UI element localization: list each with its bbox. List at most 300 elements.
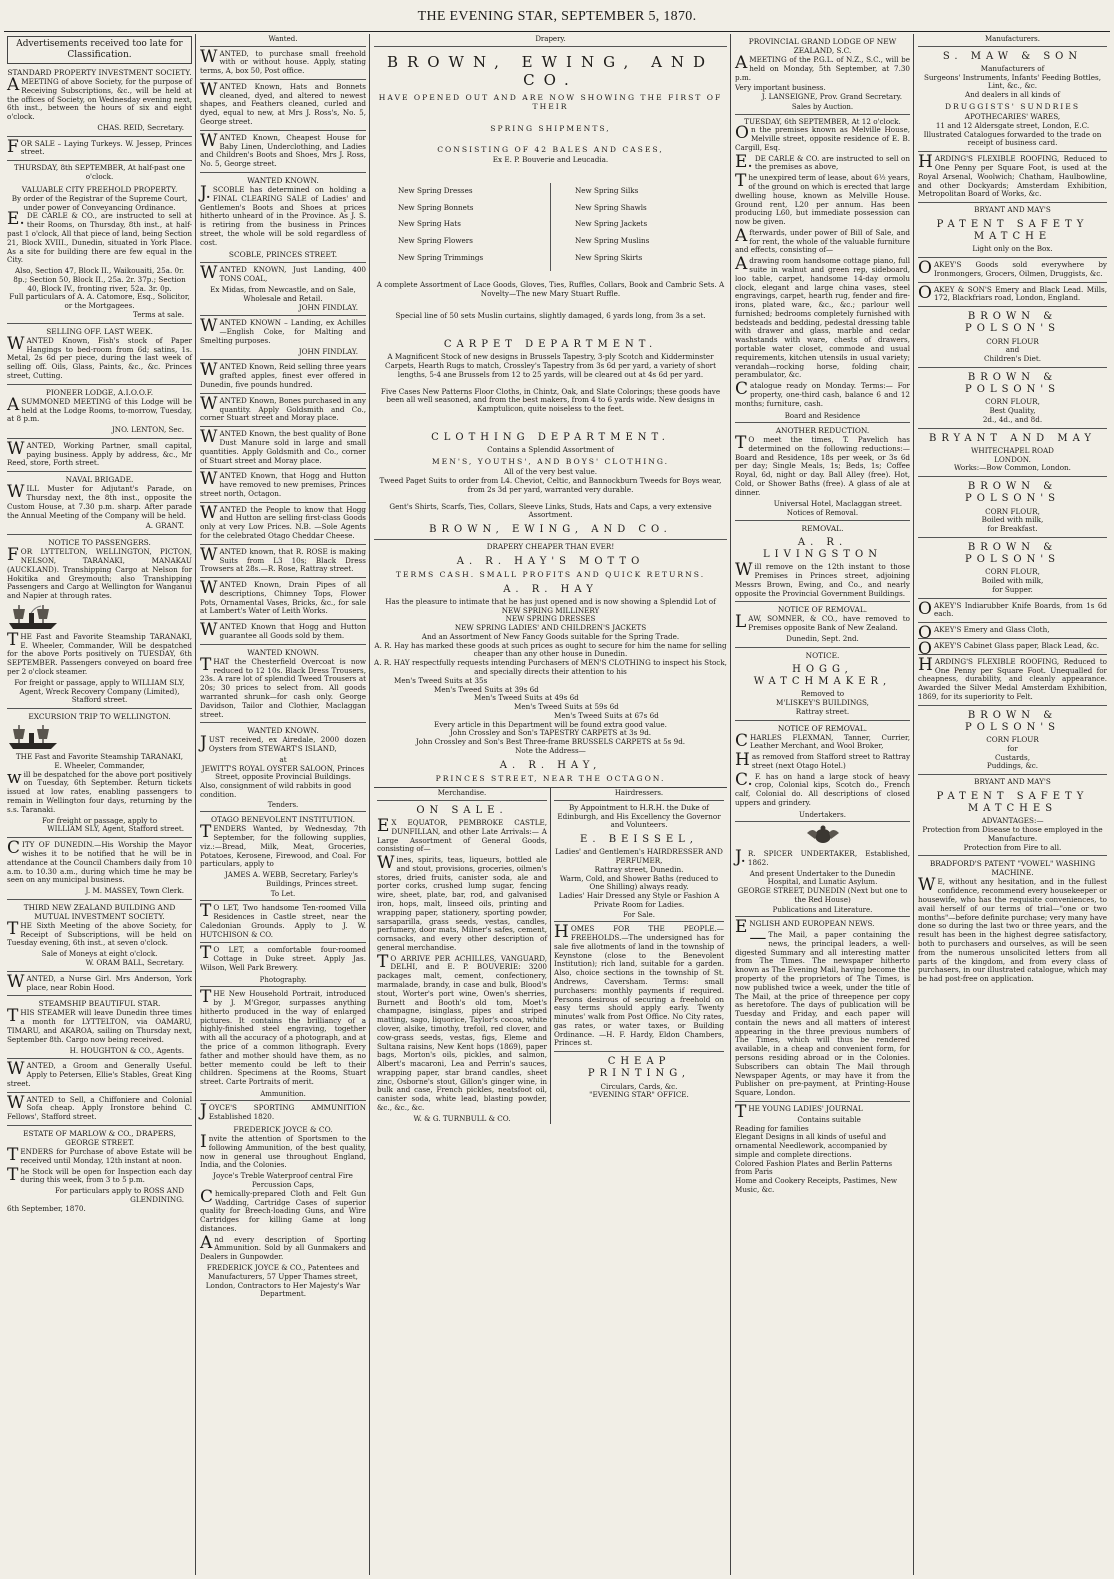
ad-body: WANTED, a Nurse Girl. Mrs Anderson, York place, near Robin Hood.	[7, 971, 192, 992]
divider	[200, 544, 366, 545]
ad-heading: THIRD NEW ZEALAND BUILDING AND MUTUAL INVESTMENT SOCIETY.	[23, 902, 176, 921]
ad-text: NEW SPRING MILLINERY	[501, 605, 600, 615]
column-2	[197, 34, 370, 1575]
carpet-department-heading: CARPET DEPARTMENT.	[443, 339, 658, 351]
ad-heading: ENGLISH AND EUROPEAN NEWS.	[735, 917, 875, 938]
divider	[918, 598, 1107, 599]
ad-text: "EVENING STAR" OFFICE.	[589, 1090, 689, 1100]
list-item: New Spring Trimmings	[398, 253, 484, 263]
divider	[7, 1125, 192, 1126]
ad-text: All of the very best value.	[503, 467, 598, 477]
ad-heading: WANTED KNOWN.	[247, 175, 319, 185]
ad-signature: J. M. MASSEY, Town Clerk.	[85, 886, 184, 896]
ad-signature: H. HOUGHTON & CO., Agents.	[69, 1045, 184, 1055]
ad-heading: THURSDAY, 8th SEPTEMBER, At half-past one o'clock.	[13, 163, 186, 181]
ad-body: OAKEY'S Cabinet Glass paper, Black Lead, &c.	[918, 638, 1100, 659]
ad-heading: STEAMSHIP BEAUTIFUL STAR.	[38, 999, 161, 1009]
ad-body: THIS STEAMER will leave Dunedin three times a month for LYTTELTON, via OAMARU, TIMARU, and AKAROA, sailing on Thursday next, September 8th. Cargo now being received.	[7, 1006, 192, 1044]
ad-body: HOMES FOR THE PEOPLE.—FREEHOLDS.—The undersigned has for sale five allotments of land in the township of Keynstone (close to the Benevolent Institution); rich land, suitable for a garden. Also, choice sections in the township of St. Andrews, Caversham. Terms: small purchasers: monthly payments if required. Persons desirous of securing a freehold on easy terms should apply early. Twenty minutes' walk from Post Office. No City rates, gas rates, or water taxes, or Building Ordinance. —H. F. Hardy, Eldon Chambers, Princes st.	[554, 922, 724, 1048]
spring-goods-list	[374, 183, 727, 271]
ad-signature: WILLIAM SLY, Agent, Stafford street.	[47, 824, 184, 834]
ad-text: CORN FLOUR,	[985, 506, 1040, 516]
divider	[200, 172, 366, 173]
ad-body: WANTED Known that Hogg and Hutton guarantee all Goods sold by them.	[200, 620, 366, 641]
list-item: New Spring Muslins	[575, 236, 650, 246]
clothing-department-heading: CLOTHING DEPARTMENT.	[431, 432, 670, 444]
ad-text: And dealers in all kinds of	[964, 90, 1061, 100]
page-columns	[4, 34, 1110, 1575]
steamship-illustration	[7, 603, 192, 631]
ad-text: Warm, Cold, and Shower Baths (reduced to One Shilling) always ready.	[559, 873, 719, 892]
section-heading-merchandise: Merchandise.	[377, 788, 547, 801]
ad-body: TENDERS for Purchase of above Estate will be received until Monday, 12th instant at noon.	[7, 1145, 192, 1166]
ad-body: WANTED Known, Reid selling three years grafted apples, finest ever offered in Dunedin, five pounds hundred.	[200, 360, 366, 390]
ad-text: JEWITT'S ROYAL OYSTER SALOON, Princes Street, opposite Provincial Buildings.	[201, 763, 365, 782]
ad-body: HARDING'S FLEXIBLE ROOFING, Reduced to One Penny per Square Foot. Unequalled for cheapness, durability, and cleanly appearance. Awarded the Silver Medal Amsterdam Exhibition, 1869, for its superiority to Felt.	[918, 654, 1107, 701]
ad-body: WANTED the People to know that Hogg and Hutton are selling first-class Goods only at very Low Prices. N.B. —Sole Agents for the celebrated Otago Cheddar Cheese.	[200, 502, 366, 540]
divider	[554, 1051, 724, 1052]
list-item: New Spring Silks	[575, 185, 639, 195]
ad-text: SPRING SHIPMENTS,	[490, 123, 611, 133]
ad-text: Invite the attention of Sportsmen to the following Ammunition, of the best quality, now in general use throughout England, India, and the Colonies.	[200, 1132, 366, 1170]
ad-heading: HOGG, WATCHMAKER,	[753, 663, 892, 687]
ad-text: Removed to	[800, 689, 845, 699]
ad-heading: THE YOUNG LADIES' JOURNAL	[735, 1101, 863, 1122]
column-4	[732, 34, 914, 1575]
divider	[7, 708, 192, 709]
divider	[918, 367, 1107, 368]
ad-text: Tweed Paget Suits to order from L4. Cheviot, Celtic, and Bannockburn Tweeds for Boys wear, from 2s 3d per yard, warranted very durable.	[379, 476, 722, 494]
divider	[918, 257, 1107, 258]
ad-heading: VALUABLE CITY FREEHOLD PROPERTY.	[21, 184, 178, 194]
ad-heading: PIONEER LODGE, A.I.O.O.F.	[45, 387, 154, 397]
divider	[735, 1101, 910, 1102]
list-item: Men's Tweed Suits at 35s	[394, 675, 488, 685]
ad-heading: BROWN & POLSON'S	[965, 481, 1060, 505]
ad-body: WANTED Known, Hats and Bonnets cleaned, dyed, and altered to newest shapes, and Feathers cleaned, curled and dyed, equal to new, at Mrs J. Ross's, No. 5, George street.	[200, 79, 366, 126]
ad-text: Illustrated Catalogues forwarded to the trade on receipt of business card.	[923, 129, 1102, 148]
ad-text: Joyce's Treble Waterproof central Fire Percussion Caps,	[213, 1171, 353, 1189]
ad-body: WANTED, a Groom and Generally Useful. Apply to Petersen, Ellie's Stables, Great King street.	[7, 1059, 192, 1088]
ad-heading: BRYANT AND MAY'S	[974, 205, 1051, 215]
column-5	[915, 34, 1110, 1575]
ad-body: JOYCE'S SPORTING AMMUNITION Established 1820.	[200, 1101, 366, 1122]
ad-signature: For particulars apply to ROSS AND GLENDINING.	[55, 1186, 184, 1204]
ad-text: And present Undertaker to the Dunedin Hospital, and Lunatic Asylum.	[749, 868, 896, 887]
list-item: Elegant Designs in all kinds of useful and ornamental Needlework, accompanied by simple and complete directions.	[735, 1132, 888, 1159]
ad-body: will be despatched for the above port positively on Tuesday, 6th September. Return tickets issued at low rates, enabling passengers to remain in Wellington four days, returning by the s.s. Taranaki.	[7, 767, 192, 814]
ad-heading: S. MAW & SON	[942, 50, 1083, 62]
ad-heading: REMOVAL.	[801, 523, 844, 533]
ad-text: Ex E. P. Bouverie and Leucadia.	[492, 155, 609, 165]
ad-text: Very important business.	[735, 83, 826, 93]
ad-body: THE Fast and Favorite Steamship TARANAKI, E. Wheeler, Commander, Will be despatched for the above Ports positively on TUESDAY, 6th SEPTEMBER. Passengers conveyed on board free per 2 o'clock steamer.	[7, 629, 192, 676]
ad-text: John Crossley and Son's Best Three-frame BRUSSELS CARPETS at 5s 9d.	[415, 737, 686, 747]
ad-text: On the premises known as Melville House, Melville street, opposite residence of E. B. Cargill, Esq.	[735, 123, 910, 152]
ad-text: for Supper.	[992, 584, 1033, 594]
ad-text: APOTHECARIES' WARES,	[964, 112, 1061, 122]
ad-text: Boiled with milk,	[981, 515, 1044, 525]
ad-text: for	[1007, 743, 1018, 753]
divider	[200, 426, 366, 427]
divider	[200, 79, 366, 80]
divider	[918, 476, 1107, 477]
list-item: Colored Fashion Plates and Berlin Patterns from Paris	[735, 1158, 893, 1177]
ad-body: EX EQUATOR, PEMBROKE CASTLE, DUNFILLAN, and other Late Arrivals:— A Large Assortment of General Goods, consisting of—	[377, 815, 547, 854]
divider	[7, 899, 192, 900]
ad-heading: WANTED KNOWN.	[247, 647, 319, 657]
divider	[918, 202, 1107, 203]
ad-body: AMEETING of above Society, for the purpose of Receiving Subscriptions, &c., will be held at the offices of Society, on Wednesday evening next, 6th inst., between the hours of six and eight o'clock.	[7, 74, 192, 122]
ad-text: Every article in this Department will be found extra good value.	[434, 719, 667, 729]
ad-body: JUST received, ex Airedale, 2000 dozen Oysters from STEWART'S ISLAND,	[200, 733, 366, 754]
divider	[7, 438, 192, 439]
ad-body: J.SCOBLE has determined on holding a FINAL CLEARING SALE of Ladies' and Gentlemen's Boots and Shoes at prices hitherto unheard of in the Province. As J. S. is retiring from the business in Princes street, the whole will be sold regardless of cost.	[200, 182, 366, 247]
ad-signature: A. GRANT.	[145, 521, 184, 531]
ad-text: Full particulars of A. A. Catomore, Esq., Solicitor, or the Mortgagees.	[9, 292, 190, 311]
list-item: Men's Tweed Suits at 49s 6d	[474, 693, 579, 703]
divider	[735, 720, 910, 721]
merchandise-section	[374, 788, 551, 1123]
ad-body: WANTED Known, that Hogg and Hutton have removed to new premises, Princes street north, Octagon.	[200, 469, 366, 498]
section-heading-for-sale: For Sale.	[554, 910, 724, 923]
ad-text: Sale of Moneys at eight o'clock.	[41, 949, 158, 959]
ad-body: TO LET, a comfortable four-roomed Cottage in Duke street. Apply Jas. Wilson, Well Park Brewery.	[200, 943, 366, 973]
ad-body: OAKEY'S Emery and Glass Cloth,	[918, 623, 1050, 644]
section-heading-undertakers: Undertakers.	[735, 810, 910, 823]
ad-text: Custards,	[994, 752, 1030, 762]
ad-body: WANTED, Working Partner, small capital, paying business. Apply by address, &c., Mr Reed, store, Forth street.	[7, 438, 192, 468]
ad-body: TENDERS Wanted, by Wednesday, 7th September, for the following supplies, viz.:—Bread, Milk, Meat, Groceries, Potatoes, Kerosene, Firewood, and Coal. For particulars, apply to	[200, 822, 366, 869]
ad-text: CORN FLOUR	[986, 336, 1039, 346]
divider	[200, 722, 366, 723]
ad-text: HAVE OPENED OUT AND ARE NOW SHOWING THE FIRST OF THEIR	[378, 93, 723, 112]
ad-heading: A. R. LIVINGSTON	[763, 536, 882, 561]
ad-text: By order of the Registrar of the Supreme Court, under power of Conveyancing Ordinance.	[11, 193, 188, 212]
divider	[918, 774, 1107, 775]
ad-heading: PROVINCIAL GRAND LODGE OF NEW ZEALAND, S.C.	[748, 37, 897, 56]
ad-text: A complete Assortment of Lace Goods, Gloves, Ties, Ruffles, Collars, Book and Cambric Sets. A Novelty—The new Mary Stuart Ruffle.	[376, 279, 725, 298]
ad-text: Light only on the Box.	[972, 244, 1053, 254]
ad-text: Protection from Disease to those employed in the Manufacture.	[922, 825, 1103, 843]
hay-banner: A. R. HAY	[503, 583, 598, 595]
section-heading-photography: Photography.	[200, 975, 366, 988]
divider	[200, 502, 366, 503]
ad-text: Note the Address—	[515, 746, 586, 756]
ad-heading: NOTICE.	[805, 650, 840, 660]
list-item: New Spring Jackets	[575, 219, 648, 229]
ad-text: The unexpired term of lease, about 6½ years, of the ground on which is erected that large dwelling house, known as Melville House. Ground rent, L20 per annum. Has been producing L60, but immediate possession can now be given.	[735, 171, 910, 227]
column-3	[371, 34, 731, 1575]
ad-heading: STANDARD PROPERTY INVESTMENT SOCIETY.	[7, 67, 192, 77]
ad-text: LONDON.	[994, 454, 1031, 464]
ad-heading: BROWN & POLSON'S	[965, 311, 1060, 335]
divider	[200, 359, 366, 360]
divider	[200, 393, 366, 394]
ad-text: Chemically-prepared Cloth and Felt Gun Wadding, Cartridge Cases of superior quality for Breech-loading Guns, and Wire Cartridges for killing Game at long distances.	[200, 1186, 366, 1233]
divider	[7, 1092, 192, 1093]
ad-text: CORN FLOUR,	[985, 397, 1040, 407]
divider	[918, 537, 1107, 538]
ad-text: Surgeons' Instruments, Infants' Feeding Bottles, Lint, &c., &c.	[923, 72, 1101, 91]
ad-text: John Crossley and Son's TAPESTRY CARPETS at 3s 9d.	[449, 728, 652, 738]
section-heading-auction: Sales by Auction.	[735, 102, 910, 115]
ad-text: WHITECHAPEL ROAD	[971, 445, 1054, 455]
ad-body: HARDING'S FLEXIBLE ROOFING, Reduced to One Penny per Square Foot, is used at the Royal Arsenal, Woolwich; Chatham, Haulbowline, and other Dockyards; Amsterdam Exhibition, Metropolitan Board of Works, &c.	[918, 152, 1107, 199]
ad-body: WANTED Known, the best quality of Bone Dust Manure sold in large and small quantities. Apply Goldsmith and Co., corner of Stuart street and Moray place.	[200, 427, 366, 465]
divider	[200, 315, 366, 316]
ad-signature: JOHN FINDLAY.	[298, 302, 358, 312]
ad-text: Also, Section 47, Block II., Waikouaiti, 25a. 0r. 8p.; Section 50, Block II., 25a. 2r. 37p.; Section 40, Block IV., fronting river, 52a. 3r. 0p.	[13, 266, 186, 293]
ad-heading: PATENT SAFETY MATCHES	[936, 790, 1089, 815]
section-heading-manufacturers: Manufacturers.	[918, 34, 1107, 47]
ad-text: NEW SPRING LADIES' AND CHILDREN'S JACKETS	[454, 623, 647, 633]
divider	[7, 1058, 192, 1059]
ad-body: WANTED Known, Cheapest House for Baby Linen, Underclothing, and Ladies and Children's Boots and Shoes, Mrs J. Ross, No. 5, George street.	[200, 130, 366, 169]
divider	[918, 622, 1107, 623]
divider	[918, 705, 1107, 706]
section-heading-drapery: Drapery.	[374, 34, 727, 47]
ad-body: LAW, SOMNER, & CO., have removed to Premises opposite Bank of New Zealand.	[735, 612, 910, 633]
ad-text: and	[1005, 345, 1020, 355]
crest-icon	[803, 825, 843, 845]
ad-body: TO meet the times, T. Pavelich has determined on the following reductions:— Board and Residence, 18s per week, or 3s 6d per day; Single Meals, 1s; Beds, 1s; Coffee Royal, 6d, night or day. Ball Alley (free). Hot, Cold, or Shower Baths (free). A glass of ale at dinner.	[735, 433, 910, 497]
hay-banner: A. R. HAY,	[499, 759, 602, 771]
hay-motto-banner: A. R. HAY'S MOTTO	[456, 556, 645, 568]
ad-heading: CHEAP PRINTING,	[587, 1056, 691, 1080]
divider	[918, 306, 1107, 307]
ad-heading: NOTICE TO PASSENGERS.	[48, 538, 151, 548]
divider	[7, 837, 192, 838]
brown-ewing-banner: BROWN, EWING, AND CO.	[429, 524, 672, 536]
ad-heading: OTAGO BENEVOLENT INSTITUTION.	[211, 815, 355, 825]
divider	[200, 262, 366, 263]
ad-heading: ESTATE OF MARLOW & CO., DRAPERS, GEORGE STREET.	[23, 1129, 176, 1148]
section-heading-board: Board and Residence	[735, 411, 910, 424]
divider	[918, 855, 1107, 856]
ad-signature: JAMES A. WEBB, Secretary, Farley's Buildings, Princes street.	[224, 870, 358, 889]
ad-body: AMEETING of the P.G.L. of N.Z., S.C., will be held on Monday, 5th September, at 7.30 p.m.	[735, 53, 910, 82]
masthead-rule	[4, 31, 1110, 32]
list-item: Men's Tweed Suits at 67s 6d	[554, 710, 659, 720]
ad-text: Has removed from Stafford street to Rattray street (next Otago Hotel.)	[735, 750, 910, 771]
list-item: Men's Tweed Suits at 39s 6d	[434, 684, 539, 694]
ad-body: THE Sixth Meeting of the above Society, for Receipt of Subscriptions, will be held on Tuesday evening, 6th inst., at seven o'clock.	[7, 918, 192, 948]
ad-body: CITY OF DUNEDIN.—His Worship the Mayor wishes it to be notified that he will be in attendance at the Council Chambers daily from 10 a.m. to 10.30 a.m., during which time he may be seen on any municipal business.	[7, 838, 192, 885]
ad-body: CHARLES FLEXMAN, Tanner, Currier, Leather Merchant, and Wool Broker,	[735, 730, 910, 751]
list-item: New Spring Dresses	[398, 185, 473, 195]
list-item: New Spring Flowers	[398, 236, 473, 246]
ad-text: Rattray street, Dunedin.	[594, 864, 684, 874]
section-heading-wanted: Wanted.	[200, 34, 366, 47]
divider	[918, 428, 1107, 429]
ad-body: WANTED Known, Drain Pipes of all descriptions, Chimney Tops, Flower Pots, Ornamental Vases, Bricks, &c., for sale at Lambert's Water of Leith Works.	[200, 578, 366, 616]
ad-heading: BROWN & POLSON'S	[965, 541, 1060, 566]
list-item: New Spring Bonnets	[398, 202, 474, 212]
divider	[918, 282, 1107, 283]
ad-text: Manufacturers of	[980, 63, 1045, 73]
ad-text: for Breakfast.	[987, 524, 1038, 534]
ad-body: WANTED known, that R. ROSE is making Suits from L3 10s; Black Dress Trowsers at 28s.—R. Rose, Rattray street.	[200, 544, 366, 574]
ad-signature: J. LANSEIGNE, Prov. Grand Secretary.	[761, 92, 902, 102]
divider	[7, 471, 192, 472]
ad-signature: CHAS. REID, Secretary.	[97, 122, 184, 132]
ad-text: PRINCES STREET, NEAR THE OCTAGON.	[435, 774, 666, 783]
divider	[918, 151, 1107, 152]
ad-text: CONSISTING OF 42 BALES AND CASES,	[437, 144, 664, 154]
ad-text: Ladies' Hair Dressed any Style or Fashion A Private Room for Ladies.	[558, 891, 720, 909]
ad-heading: BRADFORD'S PATENT "VOWEL" WASHING MACHINE.	[929, 859, 1096, 878]
steamship-icon	[7, 723, 59, 751]
ad-text: Best Quality,	[989, 406, 1036, 416]
ad-body: WANTED Known, Fish's stock of Paper Hangings to bed-room from 6d; satins, 1s. Metal, 2s 6d per piece, during the last week of selling off. Oils, Glass, Paints, &c., &c. Princes street, Cutting.	[7, 333, 192, 380]
hairdressers-section	[551, 788, 727, 1123]
ad-heading: TUESDAY, 6th SEPTEMBER, At 12 o'clock.	[744, 116, 901, 126]
ad-body: WANTED Known, Bones purchased in any quantity. Apply Goldsmith and Co., corner Stuart street and Moray place.	[200, 393, 366, 423]
ad-body: E.DE CARLE & CO., are instructed to sell at their Rooms, on Thursday, 8th inst., at half-past 1 o'clock, All that piece of land, being Section 21, Block XVIII., Dunedin, situated in York Place. As a site for building there are few equal in the City.	[7, 209, 192, 265]
list-item: Reading for families	[735, 1123, 809, 1133]
ad-text: Five Cases New Patterns Floor Cloths, in Chintz, Oak, and Slate Colorings; these goods have been all well seasoned, and from the best makers, from 4 to 6 yards wide. New designs in Kamptulicon, quite noiseless to the feet.	[380, 386, 721, 414]
divider	[918, 654, 1107, 655]
ad-text: at	[279, 754, 287, 764]
divider	[7, 160, 192, 161]
ad-text: Wines, spirits, teas, liqueurs, bottled ale and stout, provisions, groceries, oilmen's stores, dried fruits, canister soda, ale and porter corks, crushed lump sugar, fencing wire, sheet, plate, bar, rod, and galvanised iron, hops, malt, linseed oils, printing and wrapping paper, stationery, sporting powder, sarsaparilla, grass seeds, vestas, candles, perfumery, door mats, Milner's safes, cement, cornsacks, and every other description of general merchandise.	[377, 853, 547, 952]
steamship-illustration	[7, 723, 192, 751]
section-heading-tenders: Tenders.	[200, 800, 366, 813]
section-heading-hairdressers: Hairdressers.	[554, 788, 724, 801]
ad-text: ADVANTAGES:—	[981, 816, 1044, 826]
ad-body: OAKEY'S Goods sold everywhere by Ironmongers, Grocers, Oilmen, Druggists, &c.	[918, 258, 1107, 279]
ad-signature: W. & G. TURNBULL & CO.	[413, 1113, 511, 1123]
ad-text: Puddings, &c.	[986, 761, 1039, 771]
ad-text: Special line of 50 sets Muslin curtains, slightly damaged, 6 yards long, from 3s a set.	[395, 311, 706, 321]
ad-heading: NAVAL BRIGADE.	[65, 475, 134, 485]
ad-heading: BRYANT AND MAY	[928, 432, 1097, 444]
ad-text: Dunedin, Sept. 2nd.	[786, 633, 859, 643]
ad-heading: ON SALE.	[416, 804, 508, 816]
ad-date: 6th September, 1870.	[7, 1203, 86, 1213]
ad-text: A. R. HAY respectfully requests intending Purchasers of MEN'S CLOTHING to inspect his Stock, and specially directs their attention to his	[374, 658, 727, 676]
ad-heading: SCOBLE, PRINCES STREET.	[228, 250, 338, 260]
ad-text: Adrawing room handsome cottage piano, full suite in walnut and green rep, sideboard, loo table, carpet, handsome 14-day ormolu clock, elegant and large china vases, steel engravings, carpet, hearth rug, fender and fire-irons, plated ware, &c., &c.; parlour well furnished; bedrooms completely furnished with bedsteads and bedding, pedestal dressing table with drawer and glass, marble and cedar washstands with ware, chests of drawers, portable water closet, commode and usual requirements, kitchen utensils in usual variety; verandah—rocking horse, folding chair, perambulator, &c.	[735, 254, 910, 380]
masthead	[0, 6, 1114, 32]
ad-text: Also, consignment of wild rabbits in good condition.	[200, 781, 352, 799]
ad-body: TO ARRIVE PER ACHILLES, VANGUARD, DELHI, and E. P. BOUVERIE: 3200 packages malt, cement, confectionery, marmalade, brandy, in case and bulk, Blood's stout, Worter's port wine, Owen's sherries, Burnett and Booth's old tom, Moet's champagne, isinglass, pipes and striped matting, sago, liquorice, Taylor's cocoa, white clover, alsike, timothy, trefoil, red clover, and cow-grass seeds, vestas, figs, Eleme and Sultana raisins, New Kent hops (1869), paper bags, Morton's oils, pickles, and salmon, Albert's macaroni, Lea and Perrin's sauces, wrapping paper, star brand candles, sheet zinc, Osborne's stout, Gillon's ginger wine, in bulk and case, French pickles, neatsfoot oil, canister soda, white lead, blasting powder, &c., &c., &c.	[377, 951, 547, 1112]
list-item: Home and Cookery Receipts, Pastimes, New Music, &c.	[735, 1176, 897, 1194]
divider	[7, 995, 192, 996]
ad-body: WANTED, to purchase small freehold with or without house. Apply, stating terms, A, box 50, Post office.	[200, 46, 366, 76]
ad-text: Works:—Bow Common, London.	[954, 463, 1071, 473]
column-1	[4, 34, 196, 1575]
ad-text: Ladies' and Gentlemen's HAIRDRESSER AND PERFUMER,	[555, 847, 723, 866]
ad-heading: DRAPERY CHEAPER THAN EVER!	[486, 542, 615, 552]
ad-body: WANTED KNOWN, Just Landing, 400 TONS COAL,	[200, 263, 366, 284]
ad-signature: Terms at sale.	[133, 309, 184, 319]
steamship-icon	[7, 603, 59, 631]
ad-body: TO LET, Two handsome Ten-roomed Villa Residences in Castle street, near the Caledonian Grounds. Apply to J. W. HUTCHISON & CO.	[200, 901, 366, 939]
ad-body: J.R. SPICER UNDERTAKER, Established, 1862.	[735, 847, 910, 868]
divider	[374, 539, 727, 540]
ad-body: THAT the Chesterfield Overcoat is now reduced to 12 10s. Black Dress Trousers, 23s. A rare lot of splendid Tweed Trousers at 20s; 30 prices to select from. All goods warranted shrunk—for cash only. George Davidson, Tailor and Clothier, Maclaggan street.	[200, 654, 366, 719]
ad-text: 11 and 12 Aldersgate street, London, E.C.	[935, 120, 1090, 130]
divider	[200, 468, 366, 469]
list-item: New Spring Skirts	[575, 253, 643, 263]
ad-text: Protection from Fire to all.	[963, 842, 1062, 852]
coat-of-arms-icon	[735, 825, 910, 848]
ad-text: Afterwards, under power of Bill of Sale, and for rent, the whole of the valuable furniture and effects, consisting of—	[735, 225, 910, 255]
ad-text: —The Mail, a paper containing the news, the principal leaders, a well-digested Summary and all interesting matter from The Times. The newspaper hitherto known as The Evening Mail, having become the property of the proprietors of The Times, is now published twice a week, under the title of The Mail, at the price of threepence per copy as heretofore. The days of publication will be Tuesday and Friday, and each paper will contain the news and all matters of interest appearing in the three previous numbers of The Times, which will thus be rendered available, in a cheap and convenient form, for persons residing abroad or in the Colonies. Subscribers can obtain The Mail through Newspaper Agents, or may have it from the Publisher on pre-payment, at Printing-House Square, London.	[735, 928, 910, 1098]
section-heading-publications: Publications and Literature.	[735, 905, 910, 918]
ad-signature: W. ORAM BALL, Secretary.	[85, 958, 184, 968]
ad-heading: SELLING OFF. LAST WEEK.	[46, 326, 153, 336]
ad-text: Gent's Shirts, Scarfs, Ties, Collars, Sleeve Links, Studs, Hats and Caps, a very extensive Assortment.	[389, 501, 712, 520]
ad-signature: JNO. LENTON, Sec.	[111, 425, 184, 435]
ad-text: And an Assortment of New Fancy Goods suitable for the Spring Trade.	[421, 631, 680, 641]
divider	[200, 644, 366, 645]
ad-body: THE New Household Portrait, introduced by J. M'Gregor, surpasses anything hitherto produced in the way of enlarged pictures. It contains the brilliancy of a highly-finished steel engraving, together with all the accuracy of a photograph, and at the price of a common lithograph. Every father and mother should have them, as no better memento could be left to their children. Specimens at the Rooms, Stuart street. Carte Portraits of merit.	[200, 987, 366, 1087]
newspaper-title: THE EVENING STAR, SEPTEMBER 5, 1870.	[417, 9, 697, 24]
divider	[7, 323, 192, 324]
late-ads-banner: Advertisements received too late for Classification.	[7, 36, 192, 64]
ad-heading: EXCURSION TRIP TO WELLINGTON.	[28, 712, 171, 722]
divider	[735, 601, 910, 602]
ad-text: Children's Diet.	[983, 354, 1042, 364]
divider	[7, 534, 192, 535]
section-heading-removal: Notices of Removal.	[735, 508, 910, 521]
ad-text: By Appointment to H.R.H. the Duke of Edinburgh, and His Excellency the Governor and Volunteers.	[557, 802, 721, 830]
ad-body: OAKEY'S Indiarubber Knife Boards, from 1s 6d each.	[918, 598, 1107, 619]
ad-heading: NOTICE OF REMOVAL.	[777, 605, 868, 615]
ad-text: And every description of Sporting Ammunition. Sold by all Gunmakers and Dealers in Gunpowder.	[200, 1232, 366, 1262]
ad-text: M'LISKEY'S BUILDINGS,	[776, 697, 869, 707]
brown-ewing-banner: BROWN, EWING, AND CO.	[386, 52, 715, 89]
ad-text: CORN FLOUR	[986, 735, 1039, 744]
ad-heading: ANOTHER REDUCTION.	[775, 426, 870, 436]
ad-text: Catalogue ready on Monday. Terms:— For property, one-third cash, balance 6 and 12 months; furniture, cash.	[735, 379, 910, 408]
divider	[200, 577, 366, 578]
ad-text: A. R. Hay has marked these goods at such prices as ought to secure for him the name for selling cheaper than any other house in Dunedin.	[374, 640, 727, 659]
ad-body: FOR LYTTELTON, WELLINGTON, PICTON, NELSON, TARANAKI, MANAKAU (AUCKLAND). Transhipping Cargo at Nelson for Hokitika and Greymouth; also Transhipping Passengers and Cargo at Wellington for Wanganui and Napier at through rates.	[7, 545, 192, 601]
divider	[918, 638, 1107, 639]
divider	[200, 942, 366, 943]
ad-heading: BROWN & POLSON'S	[965, 371, 1060, 396]
divider	[7, 136, 192, 137]
ad-text: Will remove on the 12th instant to those Premises in Princes street, adjoining Messrs Brown, Ewing, and Co., and nearly opposite the Provincial Government Buildings.	[735, 560, 910, 598]
ad-text: Contains suitable	[797, 1114, 861, 1124]
bottom-split	[374, 787, 727, 1123]
divider	[735, 647, 910, 648]
ad-body: WANTED KNOWN – Landing, ex Achilles—English Coke, for Malting and Smelting purposes.	[200, 316, 366, 345]
ad-body: ASUMMONED MEETING of this Lodge will be held at the Lodge Rooms, to-morrow, Tuesday, at 8 p.m.	[7, 394, 192, 424]
ad-heading: WANTED KNOWN.	[247, 726, 319, 736]
ad-text: Boiled with milk,	[981, 576, 1044, 586]
ad-text: Contains a Splendid Assortment of	[487, 445, 614, 455]
ad-heading: E. BEISSEL,	[580, 834, 698, 846]
ad-text: THE Fast and Favorite Steamship TARANAKI,	[15, 752, 184, 762]
divider	[7, 384, 192, 385]
ad-signature: FREDERICK JOYCE & CO., Patentees and Manufacturers, 57 Upper Thames street, London, Contractors to Her Majesty's War Department.	[205, 1263, 361, 1299]
ad-text: 2d., 4d., and 8d.	[982, 414, 1043, 424]
ad-text: TERMS CASH. SMALL PROFITS AND QUICK RETURNS.	[395, 570, 706, 580]
divider	[7, 971, 192, 972]
ad-signature: JOHN FINDLAY.	[298, 346, 358, 356]
list-item: Men's Tweed Suits at 59s 6d	[514, 702, 619, 712]
section-heading-ammunition: Ammunition.	[200, 1089, 366, 1102]
ad-signature: Universal Hotel, Maclaggan street.	[773, 498, 902, 508]
ad-heading: BROWN & POLSON'S	[965, 709, 1060, 733]
ad-body: WILL Muster for Adjutant's Parade, on Thursday next, the 8th inst., opposite the Custom House, at 7.30 p.m. sharp. After parade the Annual Meeting of the Company will be held.	[7, 482, 192, 520]
ad-heading: NOTICE OF REMOVAL.	[777, 723, 868, 733]
